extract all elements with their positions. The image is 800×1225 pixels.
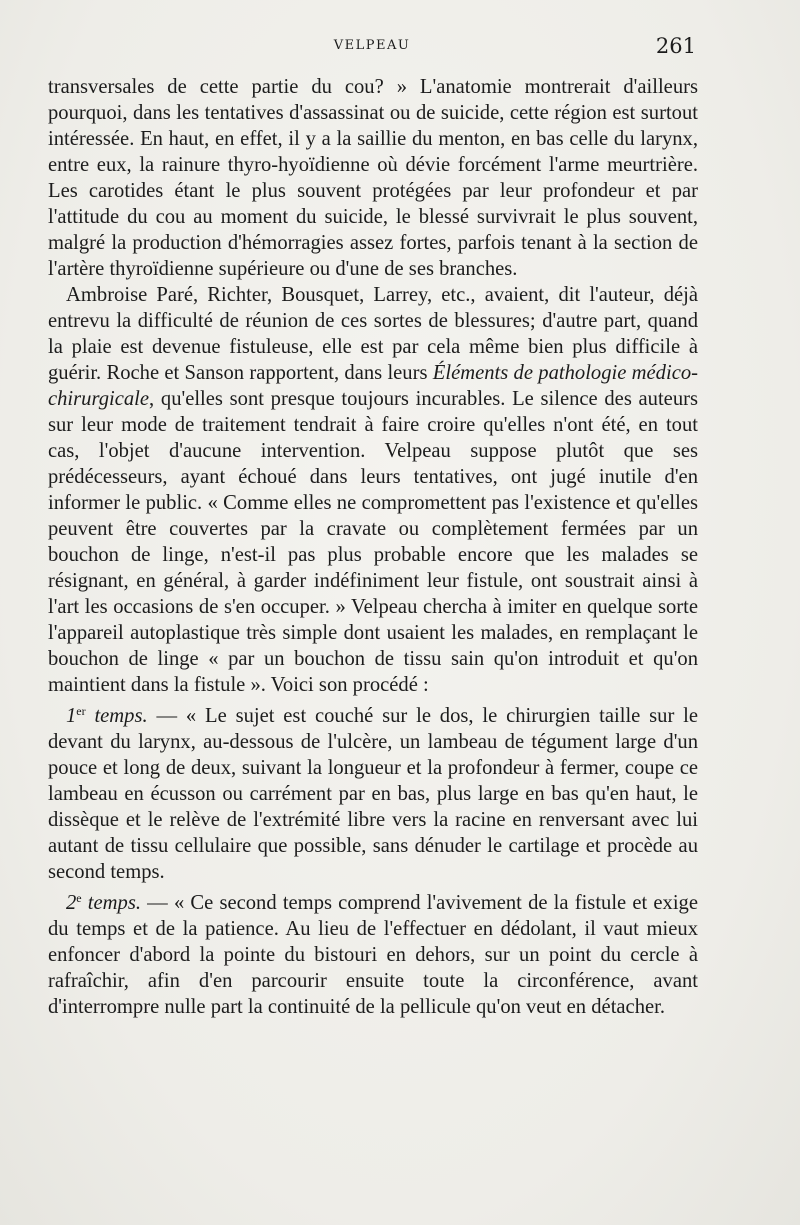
step-2-label: temps. — [81, 892, 141, 914]
step-1-superscript: er — [76, 704, 86, 718]
running-head: VELPEAU — [333, 38, 411, 53]
paragraph-1: transversales de cette partie du cou? » L'anatomie montrerait d'ailleurs pourquoi, dans les tentatives d'assassinat ou de suicide, cette région est surtout intéressée. En haut, en effet, il y a la saillie du menton, en bas celle du larynx, entre eux, la rainure thyro-hyoïdienne où dévie forcément l'arme meurtrière. Les carotides étant le plus souvent protégées par leur profondeur et par l'attitude du cou au moment du suicide, le blessé survivrait le plus souvent, malgré la production d'hémorragies assez fortes, parfois tenant à la section de l'artère thyroïdienne supérieure ou d'une de ses branches. — [48, 76, 698, 280]
step-2-superscript: e — [76, 891, 82, 905]
step-1-label: temps. — [85, 705, 148, 727]
book-title-citation: Éléments de pathologie médico-chirurgicale — [48, 362, 698, 410]
paragraph-2 — [48, 282, 698, 698]
page-header — [48, 34, 696, 58]
paragraph-2-end: , qu'elles sont presque toujours incurables. Le silence des auteurs sur leur mode de traitement tendrait à faire croire qu'elles n'ont été, en tout cas, l'objet d'aucune intervention. Velpeau suppose plutôt que ses prédécesseurs, ayant échoué dans leurs tentatives, ont jugé inutile d'en informer le public. « Comme elles ne compromettent pas l'existence et qu'elles peuvent être couvertes par la cravate ou complètement fermées par un bouchon de linge, n'est-il pas plus probable encore que les malades se résignant, en général, à garder indéfiniment leur fistule, ont soustrait ainsi à l'art les occasions de s'en occuper. » Velpeau chercha à imiter en quelque sorte l'appareil autoplastique très simple dont usaient les malades, en remplaçant le bouchon de linge « par un bouchon de tissu sain qu'on introduit et qu'on maintient dans la fistule ». Voici son procédé : — [48, 388, 698, 696]
body-text — [48, 74, 698, 1020]
step-1-paragraph — [48, 698, 698, 885]
page-number: 261 — [655, 34, 696, 58]
step-1-number: 1 — [66, 705, 77, 727]
step-2-number: 2 — [66, 892, 77, 914]
step-2-text: — « Ce second temps comprend l'avivement de la fistule et exige du temps et de la patience. Au lieu de l'effectuer en dédolant, il vaut mieux enfoncer d'abord la pointe du bistouri en dehors, sur un point du cercle à rafraîchir, afin d'en parcourir ensuite toute la circonférence, avant d'interrompre nulle part la continuité de la pellicule qu'on veut en détacher. — [48, 892, 698, 1018]
paragraph-2-start: Ambroise Paré, Richter, Bousquet, Larrey, etc., avaient, dit l'auteur, déjà entrevu la difficulté de réunion de ces sortes de blessures; d'autre part, quand la plaie est devenue fistuleuse, elle est par cela même bien plus difficile à guérir. Roche et Sanson rapportent, dans leurs — [48, 284, 698, 384]
step-1-text: — « Le sujet est couché sur le dos, le chirurgien taille sur le devant du larynx, au-dessous de l'ulcère, un lambeau de tégument large d'un pouce et long de deux, suivant la longueur et la profondeur à fermer, coupe ce lambeau en écusson ou carrément par en bas, plus large en bas qu'en haut, le dissèque et le relève de l'extrémité libre vers la racine en renversant avec lui autant de tissu cellulaire que possible, sans dénuder le cartilage et procède au second temps. — [48, 705, 698, 883]
step-2-paragraph — [48, 885, 698, 1020]
